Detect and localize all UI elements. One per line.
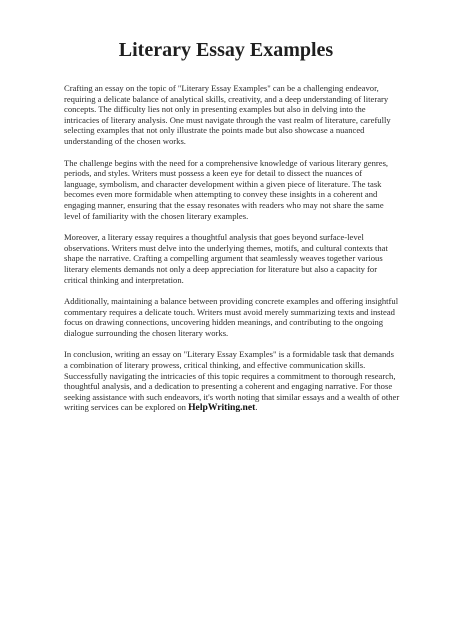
text-line: thoughtful analysis, and a dedication to presenting a coherent and engaging narrative. For those xyxy=(64,381,393,392)
text-line: concepts. The difficulty lies not only in presenting examples but also in delving into the xyxy=(64,104,366,115)
text-line: becomes even more formidable when attempting to convey these insights in a coherent and xyxy=(64,189,378,200)
text-line: commentary requires a delicate touch. Writers must avoid merely summarizing texts and instead xyxy=(64,306,395,317)
text-line: In conclusion, writing an essay on "Literary Essay Examples" is a formidable task that demands xyxy=(64,349,394,360)
document-body xyxy=(64,83,419,425)
text-line: selecting examples that not only illustrate the points made but also showcase a nuanced xyxy=(64,125,365,136)
text-line: critical thinking and interpretation. xyxy=(64,274,184,285)
text-line: shape the narrative. Crafting a compelling argument that seamlessly weaves together various xyxy=(64,253,383,264)
closing-line xyxy=(64,402,419,414)
paragraph-2 xyxy=(64,158,419,222)
helpwriting-link[interactable]: HelpWriting.net xyxy=(188,402,256,414)
text-line: a combination of literary prowess, critical thinking, and effective communication skills. xyxy=(64,360,366,371)
text-line: Moreover, a literary essay requires a thoughtful analysis that goes beyond surface-level xyxy=(64,232,364,243)
text-line: focus on drawing connections, uncovering hidden meanings, and contributing to the ongoing xyxy=(64,317,384,328)
text-line: observations. Writers must delve into the underlying themes, motifs, and cultural contexts that xyxy=(64,242,388,253)
text-line: intricacies of literary analysis. One must navigate through the vast realm of literature, carefully xyxy=(64,114,391,125)
paragraph-1 xyxy=(64,83,419,147)
text-line: literary elements demands not only a deep appreciation for literature but also a capacity for xyxy=(64,263,378,274)
paragraph-4 xyxy=(64,296,419,338)
text-line: Crafting an essay on the topic of "Literary Essay Examples" can be a challenging endeavor, xyxy=(64,83,379,93)
text-line: Additionally, maintaining a balance between providing concrete examples and offering insightful xyxy=(64,296,399,307)
text-line: Successfully navigating the intricacies of this topic requires a commitment to thorough research, xyxy=(64,370,396,381)
paragraph-5 xyxy=(64,349,419,414)
text-line: dialogue surrounding the chosen literary works. xyxy=(64,327,229,338)
text-line: seeking assistance with such endeavors, it's worth noting that similar essays and a wealth of other xyxy=(64,391,400,402)
closing-line-prefix: writing services can be explored on xyxy=(64,402,189,413)
text-line: language, symbolism, and character development within a given piece of literature. The task xyxy=(64,178,382,189)
document-title: Literary Essay Examples xyxy=(118,39,334,61)
text-line: understanding of the chosen works. xyxy=(64,135,186,146)
text-line: requiring a delicate balance of analytical skills, creativity, and a deep understanding of literary xyxy=(64,93,389,104)
text-line: periods, and styles. Writers must possess a keen eye for detail to dissect the nuances of xyxy=(64,168,363,179)
closing-line-suffix: . xyxy=(255,402,258,413)
text-line: engaging manner, ensuring that the essay resonates with readers who may not share the same xyxy=(64,199,384,210)
text-line: level of familiarity with the chosen literary examples. xyxy=(64,210,249,221)
text-line: The challenge begins with the need for a comprehensive knowledge of various literary genres, xyxy=(64,157,389,168)
paragraph-3 xyxy=(64,232,419,285)
